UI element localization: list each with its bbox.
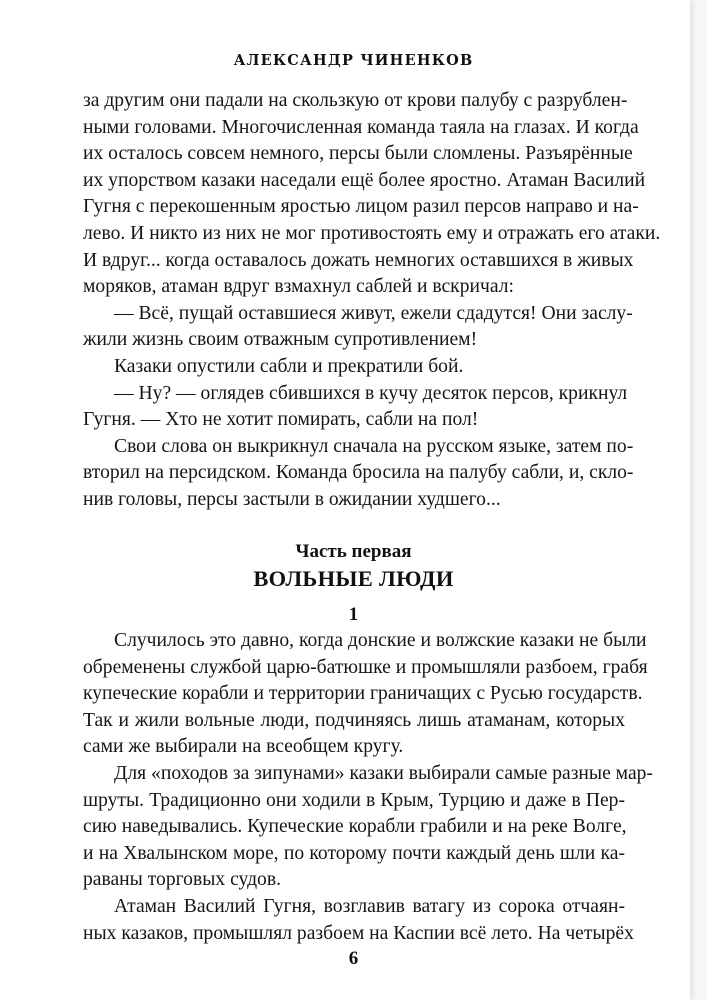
text-line: моряков, атаман вдруг взмахнул саблей и вскричал: — [83, 276, 514, 298]
text-line: нив головы, персы застыли в ожидании худшего... — [83, 488, 501, 510]
chapter-text-block — [83, 628, 653, 947]
text-line: Случилось это давно, когда донские и волжские казаки не были — [114, 630, 647, 651]
text-line: сию наведывались. Купеческие корабли грабили и на реке Волге, — [83, 816, 627, 838]
chapter-number: 1 — [348, 604, 359, 625]
text-line: и на Хвалынском море, по которому почти каждый день шли ка- — [83, 842, 625, 864]
text-line: Свои слова он выкрикнул сначала на русском языке, затем по- — [114, 435, 634, 457]
text-line: за другим они падали на скользкую от крови палубу с разрублен- — [83, 90, 628, 111]
text-line: обременены службой царю-батюшке и промышляли разбоем, грабя — [83, 656, 648, 678]
part-label: Часть первая — [295, 541, 412, 562]
text-line: — Всё, пущай оставшиеся живут, ежели сдадутся! Они заслу- — [114, 302, 633, 324]
text-line: Гугня с перекошенным яростью лицом разил персов направо и на- — [83, 196, 639, 218]
text-line: их осталось совсем немного, персы были сломлены. Разъярённые — [83, 143, 633, 165]
page-number: 6 — [348, 948, 359, 969]
text-line: вторил на персидском. Команда бросила на палубу сабли, и, скло- — [83, 462, 634, 484]
text-line: Гугня. — Хто не хотит помирать, сабли на пол! — [83, 409, 479, 431]
text-line: лево. И никто из них не мог противостоять ему и отражать его атаки. — [83, 222, 661, 244]
intro-text-block — [83, 88, 661, 514]
text-line: — Ну? — оглядев сбившихся в кучу десяток персов, крикнул — [114, 382, 628, 404]
text-line: жили жизнь своим отважным супротивлением! — [83, 329, 478, 351]
text-line: ных казаков, промышлял разбоем на Каспии всё лето. На четырёх — [83, 922, 634, 944]
part-title: ВОЛЬНЫЕ ЛЮДИ — [253, 566, 454, 591]
text-line: их упорством казаки наседали ещё более яростно. Атаман Василий — [83, 169, 646, 191]
text-line: Для «походов за зипунами» казаки выбирали самые разные мар- — [114, 762, 653, 784]
text-line: купеческие корабли и территории граничащих с Русью государств. — [83, 683, 643, 705]
text-line: Атаман Василий Гугня, возглавив ватагу из сорока отчаян- — [114, 895, 625, 917]
text-line: раваны торговых судов. — [83, 869, 282, 891]
text-line: ными головами. Многочисленная команда таяла на глазах. И когда — [83, 116, 639, 138]
text-line: Казаки опустили сабли и прекратили бой. — [114, 355, 464, 377]
text-line: шруты. Традиционно они ходили в Крым, Турцию и даже в Пер- — [83, 789, 625, 811]
text-line: Так и жили вольные люди, подчиняясь лишь атаманам, которых — [83, 709, 625, 731]
text-line: сами же выбирали на всеобщем кругу. — [83, 736, 404, 758]
running-head-author: АЛЕКСАНДР ЧИНЕНКОВ — [233, 52, 474, 69]
text-line: И вдруг... когда оставалось дожать немногих оставшихся в живых — [83, 249, 634, 271]
